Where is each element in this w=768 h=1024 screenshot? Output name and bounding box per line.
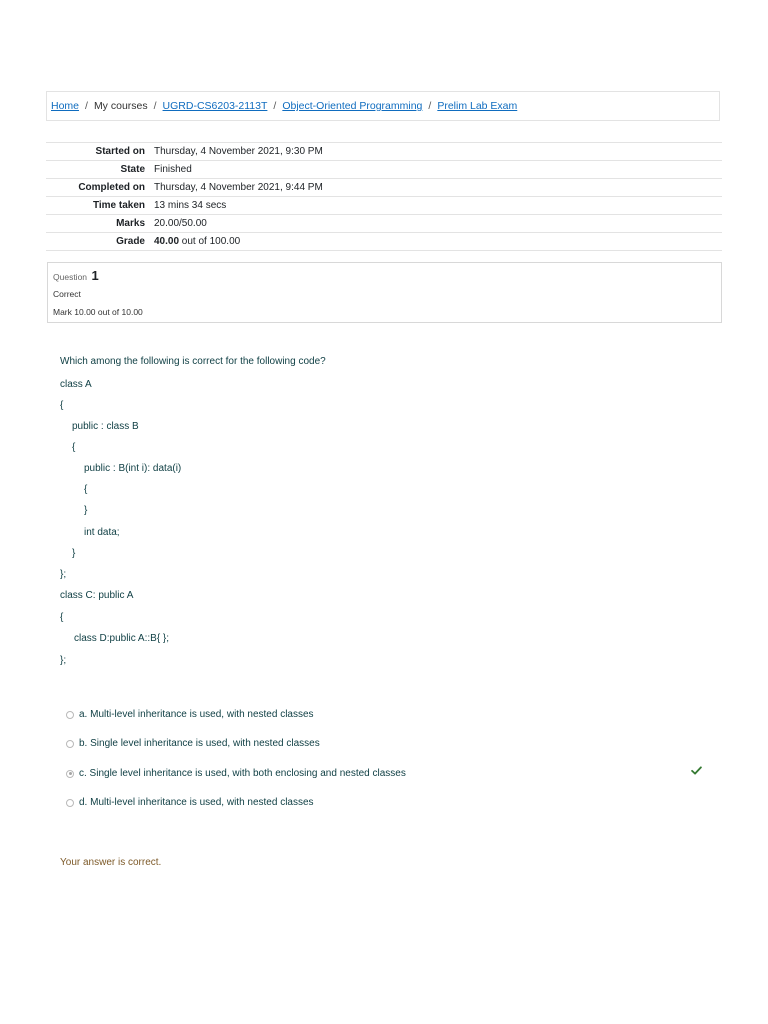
- breadcrumb-separator: /: [85, 100, 88, 112]
- answer-d-radio[interactable]: [66, 799, 74, 807]
- attempt-summary-table: [46, 142, 722, 251]
- breadcrumb-home-link[interactable]: Home: [51, 100, 80, 112]
- code-line: {: [60, 400, 64, 411]
- code-line: class A: [60, 379, 92, 390]
- time-taken-label: Time taken: [92, 200, 145, 211]
- time-taken-value: 13 mins 34 secs: [154, 200, 227, 211]
- answer-option-c[interactable]: [66, 768, 406, 779]
- code-line: class D:public A::B{ };: [74, 633, 170, 644]
- breadcrumb-separator: /: [273, 100, 277, 112]
- code-line: };: [60, 569, 67, 580]
- marks-value: 20.00/50.00: [154, 218, 207, 229]
- question-state: Correct: [53, 289, 81, 299]
- code-line: public : class B: [72, 421, 139, 432]
- state-label: State: [120, 164, 145, 175]
- grade-suffix: out of 100.00: [179, 236, 241, 247]
- answer-b-label: b. Single level inheritance is used, with nested classes: [79, 738, 320, 749]
- answer-option-d[interactable]: [66, 797, 314, 808]
- breadcrumb-quiz-link[interactable]: Prelim Lab Exam: [437, 100, 518, 112]
- code-line: int data;: [84, 527, 120, 538]
- code-line: {: [60, 612, 64, 623]
- grade-value: 40.00: [154, 236, 180, 247]
- summary-row-state: [46, 161, 722, 179]
- summary-row-grade: [46, 233, 722, 251]
- answer-b-radio[interactable]: [66, 740, 74, 748]
- question-info-box: [47, 262, 722, 323]
- answer-d-label: d. Multi-level inheritance is used, with nested classes: [79, 797, 314, 808]
- breadcrumb-course-name-link[interactable]: Object-Oriented Programming: [282, 100, 423, 112]
- answer-feedback: Your answer is correct.: [60, 857, 162, 868]
- code-line: {: [84, 484, 88, 495]
- answer-a-radio[interactable]: [66, 711, 74, 719]
- grade-cell: [150, 233, 722, 251]
- state-value: Finished: [154, 164, 192, 175]
- question-text: Which among the following is correct for the following code?: [60, 356, 326, 367]
- code-line: {: [72, 442, 76, 453]
- breadcrumb: [46, 91, 720, 121]
- completed-on-label: Completed on: [78, 182, 145, 193]
- answer-c-radio[interactable]: [66, 770, 74, 778]
- question-number: 1: [91, 268, 99, 283]
- question-number-label: Question: [53, 272, 88, 282]
- summary-row-completed-on: [46, 179, 722, 197]
- started-on-value: Thursday, 4 November 2021, 9:30 PM: [154, 146, 323, 157]
- answer-c-label: c. Single level inheritance is used, with both enclosing and nested classes: [79, 768, 406, 779]
- breadcrumb-my-courses: My courses: [93, 100, 148, 112]
- question-number-row: [53, 267, 721, 285]
- started-on-label: Started on: [95, 146, 145, 157]
- question-mark: Mark 10.00 out of 10.00: [53, 307, 143, 317]
- breadcrumb-separator: /: [153, 100, 157, 112]
- summary-row-started-on: [46, 143, 722, 161]
- grade-label: Grade: [116, 236, 145, 247]
- code-line: };: [60, 655, 67, 666]
- code-line: public : B(int i): data(i): [84, 463, 182, 474]
- answer-a-label: a. Multi-level inheritance is used, with nested classes: [79, 709, 314, 720]
- code-line: }: [84, 505, 88, 516]
- breadcrumb-course-code-link[interactable]: UGRD-CS6203-2113T: [162, 100, 268, 112]
- code-line: }: [72, 548, 76, 559]
- breadcrumb-separator: /: [428, 100, 432, 112]
- summary-row-marks: [46, 215, 722, 233]
- check-icon: [691, 765, 702, 776]
- completed-on-value: Thursday, 4 November 2021, 9:44 PM: [154, 182, 323, 193]
- code-line: class C: public A: [60, 590, 134, 601]
- summary-row-time-taken: [46, 197, 722, 215]
- marks-label: Marks: [116, 218, 145, 229]
- answer-option-b[interactable]: [66, 738, 320, 749]
- answer-option-a[interactable]: [66, 709, 314, 720]
